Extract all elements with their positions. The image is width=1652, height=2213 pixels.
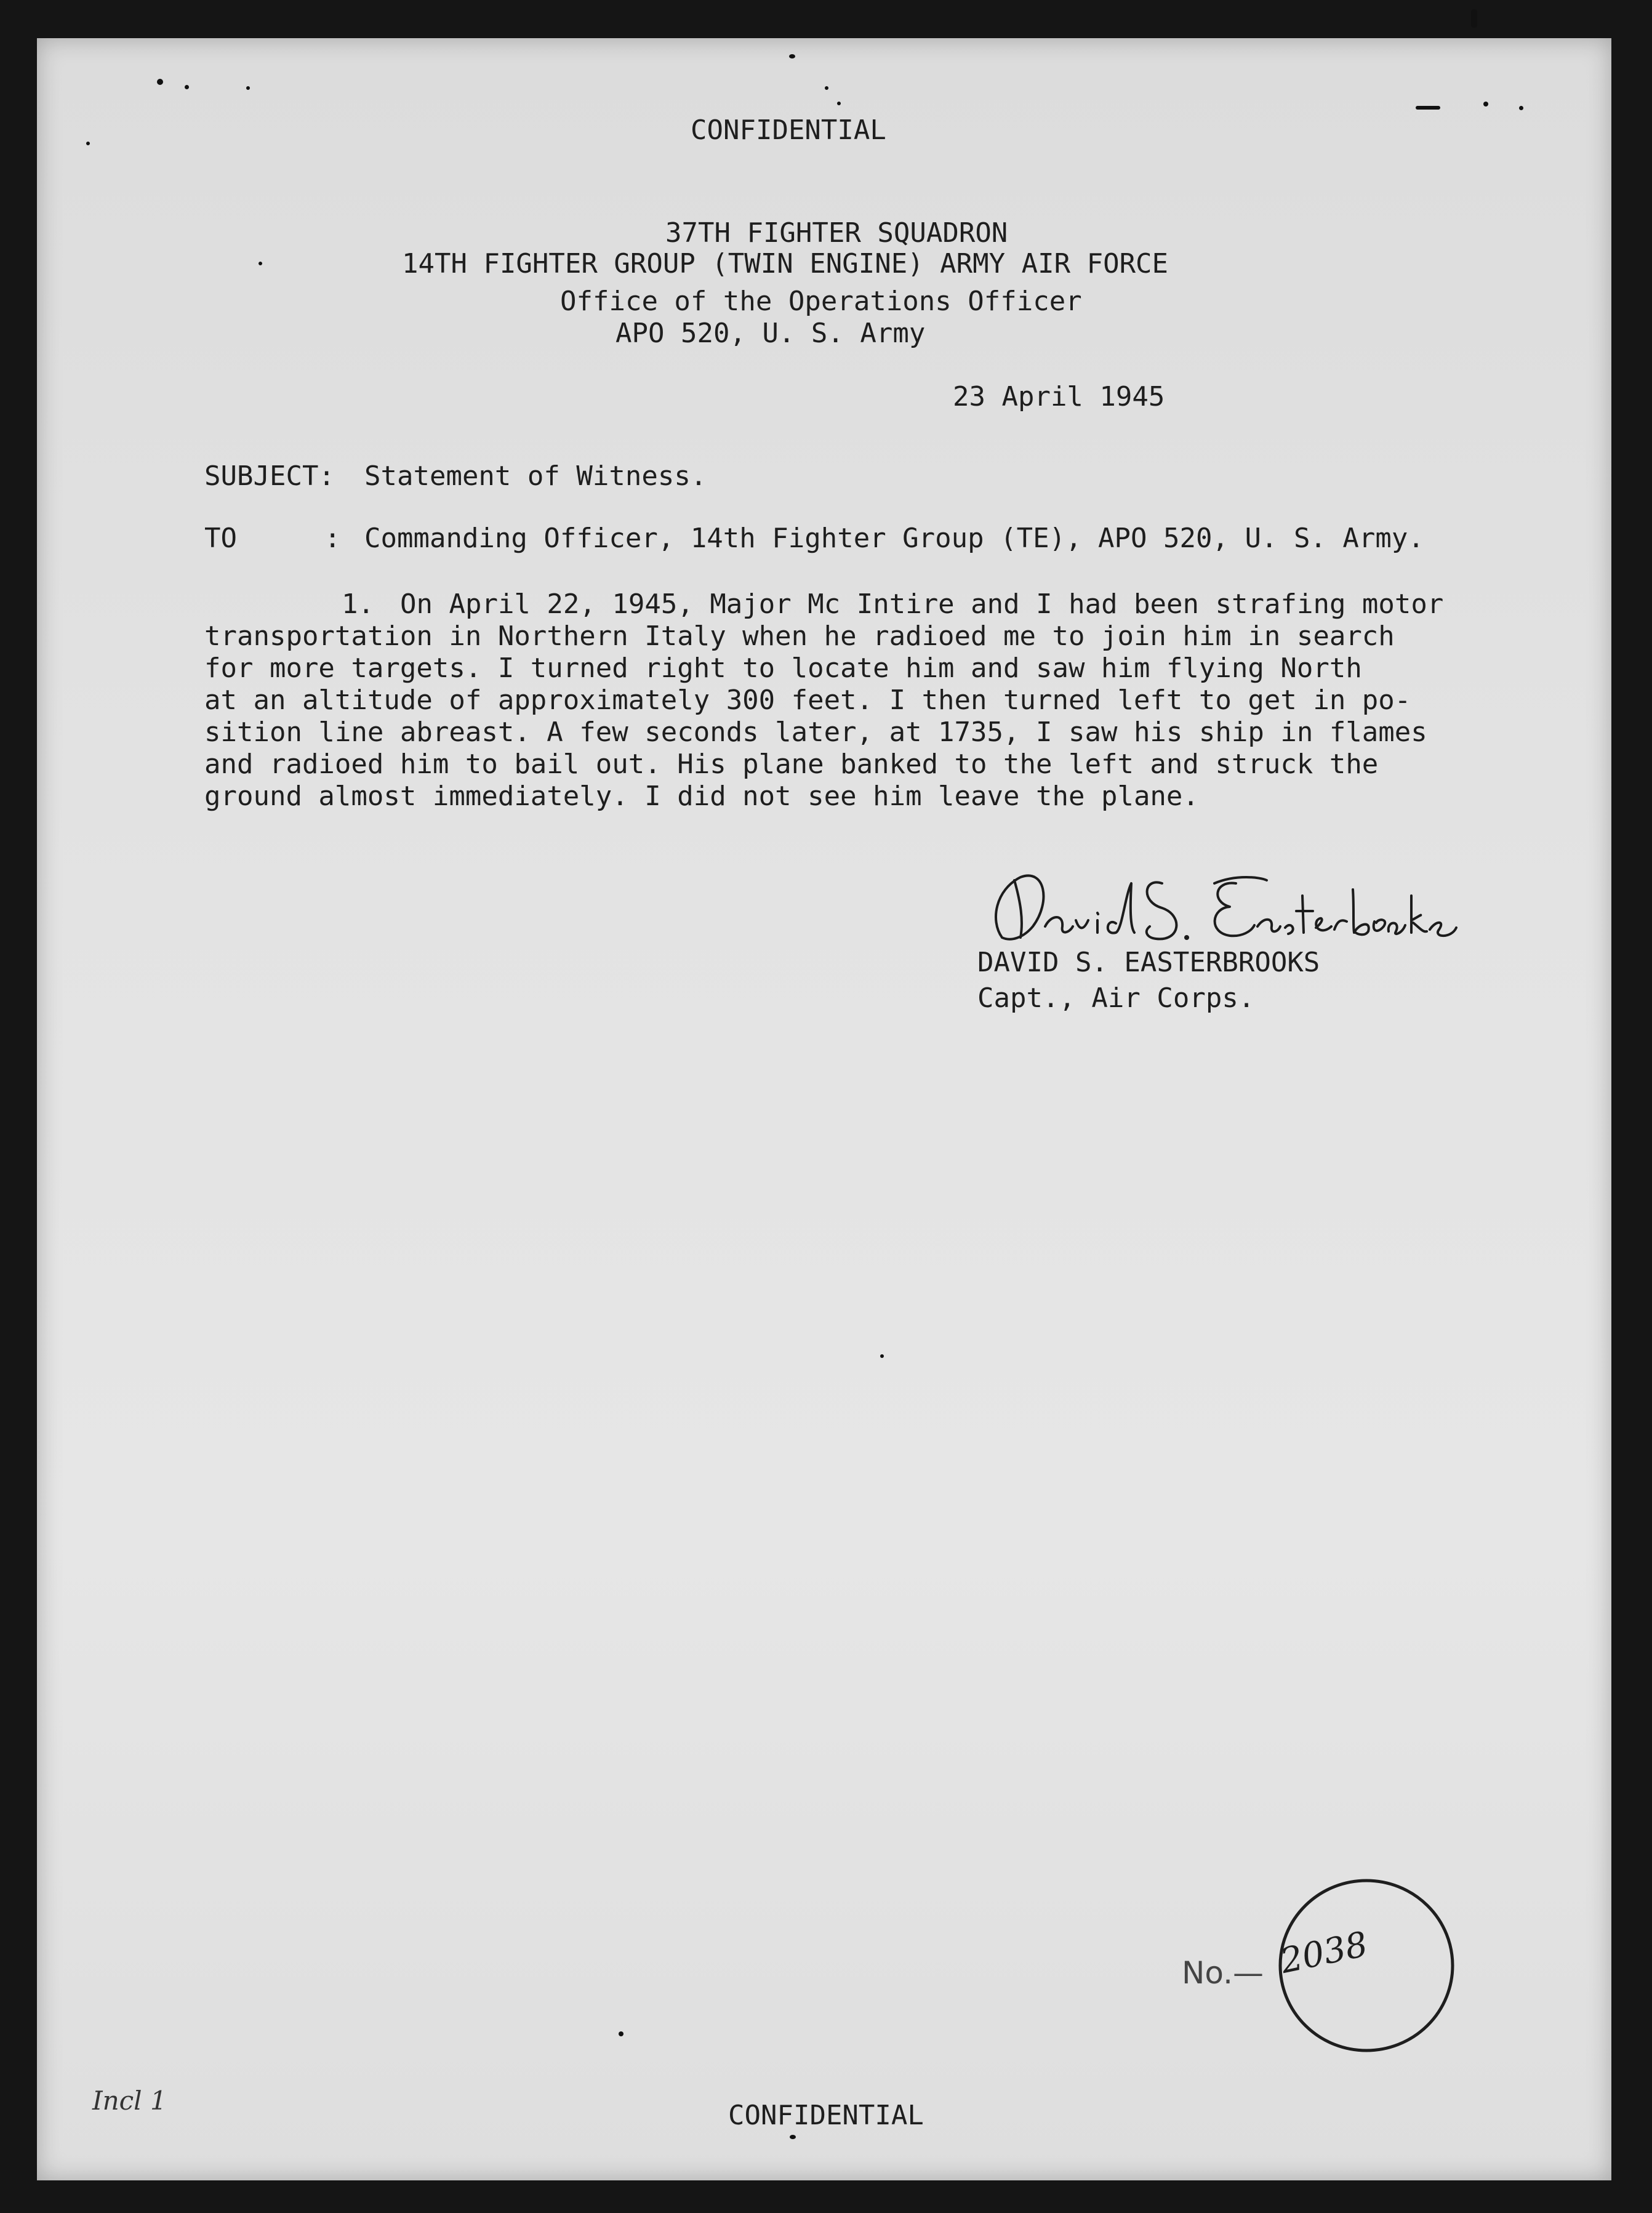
signatory-name: DAVID S. EASTERBROOKS xyxy=(977,947,1320,978)
dust-speck xyxy=(1483,102,1488,106)
dust-speck xyxy=(880,1354,884,1358)
handwritten-note: Incl 1 xyxy=(92,2086,167,2116)
body-line: transportation in Northern Italy when he radioed me to join him in search xyxy=(204,621,1395,652)
to-colon: : xyxy=(324,523,341,554)
body-line: and radioed him to bail out. His plane banked to the left and struck the xyxy=(204,749,1379,780)
handwritten-signature xyxy=(977,859,1458,951)
memo-date: 23 April 1945 xyxy=(953,381,1165,412)
dust-speck xyxy=(789,54,795,58)
body-line: On April 22, 1945, Major Mc Intire and I had been strafing motor xyxy=(400,588,1444,620)
to-label: TO xyxy=(204,523,237,554)
document-number-stamp xyxy=(1182,1856,1471,2059)
body-line: ground almost immediately. I did not see him leave the plane. xyxy=(204,781,1199,812)
dust-speck xyxy=(259,262,262,265)
dust-speck xyxy=(185,85,189,89)
dust-speck xyxy=(825,86,828,90)
dust-speck xyxy=(86,142,90,145)
dust-speck xyxy=(837,102,841,105)
dust-speck xyxy=(619,2031,624,2036)
body-line: sition line abreast. A few seconds later, at 1735, I saw his ship in flames xyxy=(204,717,1427,748)
office-title: Office of the Operations Officer xyxy=(560,286,1082,317)
paragraph-number: 1. xyxy=(342,588,374,620)
body-line: for more targets. I turned right to locate him and saw him flying North xyxy=(204,653,1362,684)
dust-speck xyxy=(246,86,250,90)
subject-label: SUBJECT: xyxy=(204,460,335,492)
subject-value: Statement of Witness. xyxy=(364,460,707,492)
stamp-no-label: No.— xyxy=(1182,1955,1264,1991)
group-title: 14TH FIGHTER GROUP (TWIN ENGINE) ARMY AIR FORCE xyxy=(402,248,1169,279)
apo-line: APO 520, U. S. Army xyxy=(615,318,926,349)
body-line: at an altitude of approximately 300 feet. I then turned left to get in po- xyxy=(204,685,1411,716)
dust-speck xyxy=(790,2135,796,2139)
unit-title: 37TH FIGHTER SQUADRON xyxy=(665,217,1008,249)
stamp-number: 2038 xyxy=(1277,1924,1371,1982)
dust-speck xyxy=(1416,106,1440,110)
dust-speck xyxy=(1471,9,1477,28)
signatory-rank: Capt., Air Corps. xyxy=(977,982,1255,1014)
dust-speck xyxy=(157,79,163,85)
to-value: Commanding Officer, 14th Fighter Group (TE), APO 520, U. S. Army. xyxy=(364,523,1424,554)
dust-speck xyxy=(1519,106,1523,110)
classification-bottom: CONFIDENTIAL xyxy=(728,2100,924,2131)
classification-top: CONFIDENTIAL xyxy=(691,114,886,146)
